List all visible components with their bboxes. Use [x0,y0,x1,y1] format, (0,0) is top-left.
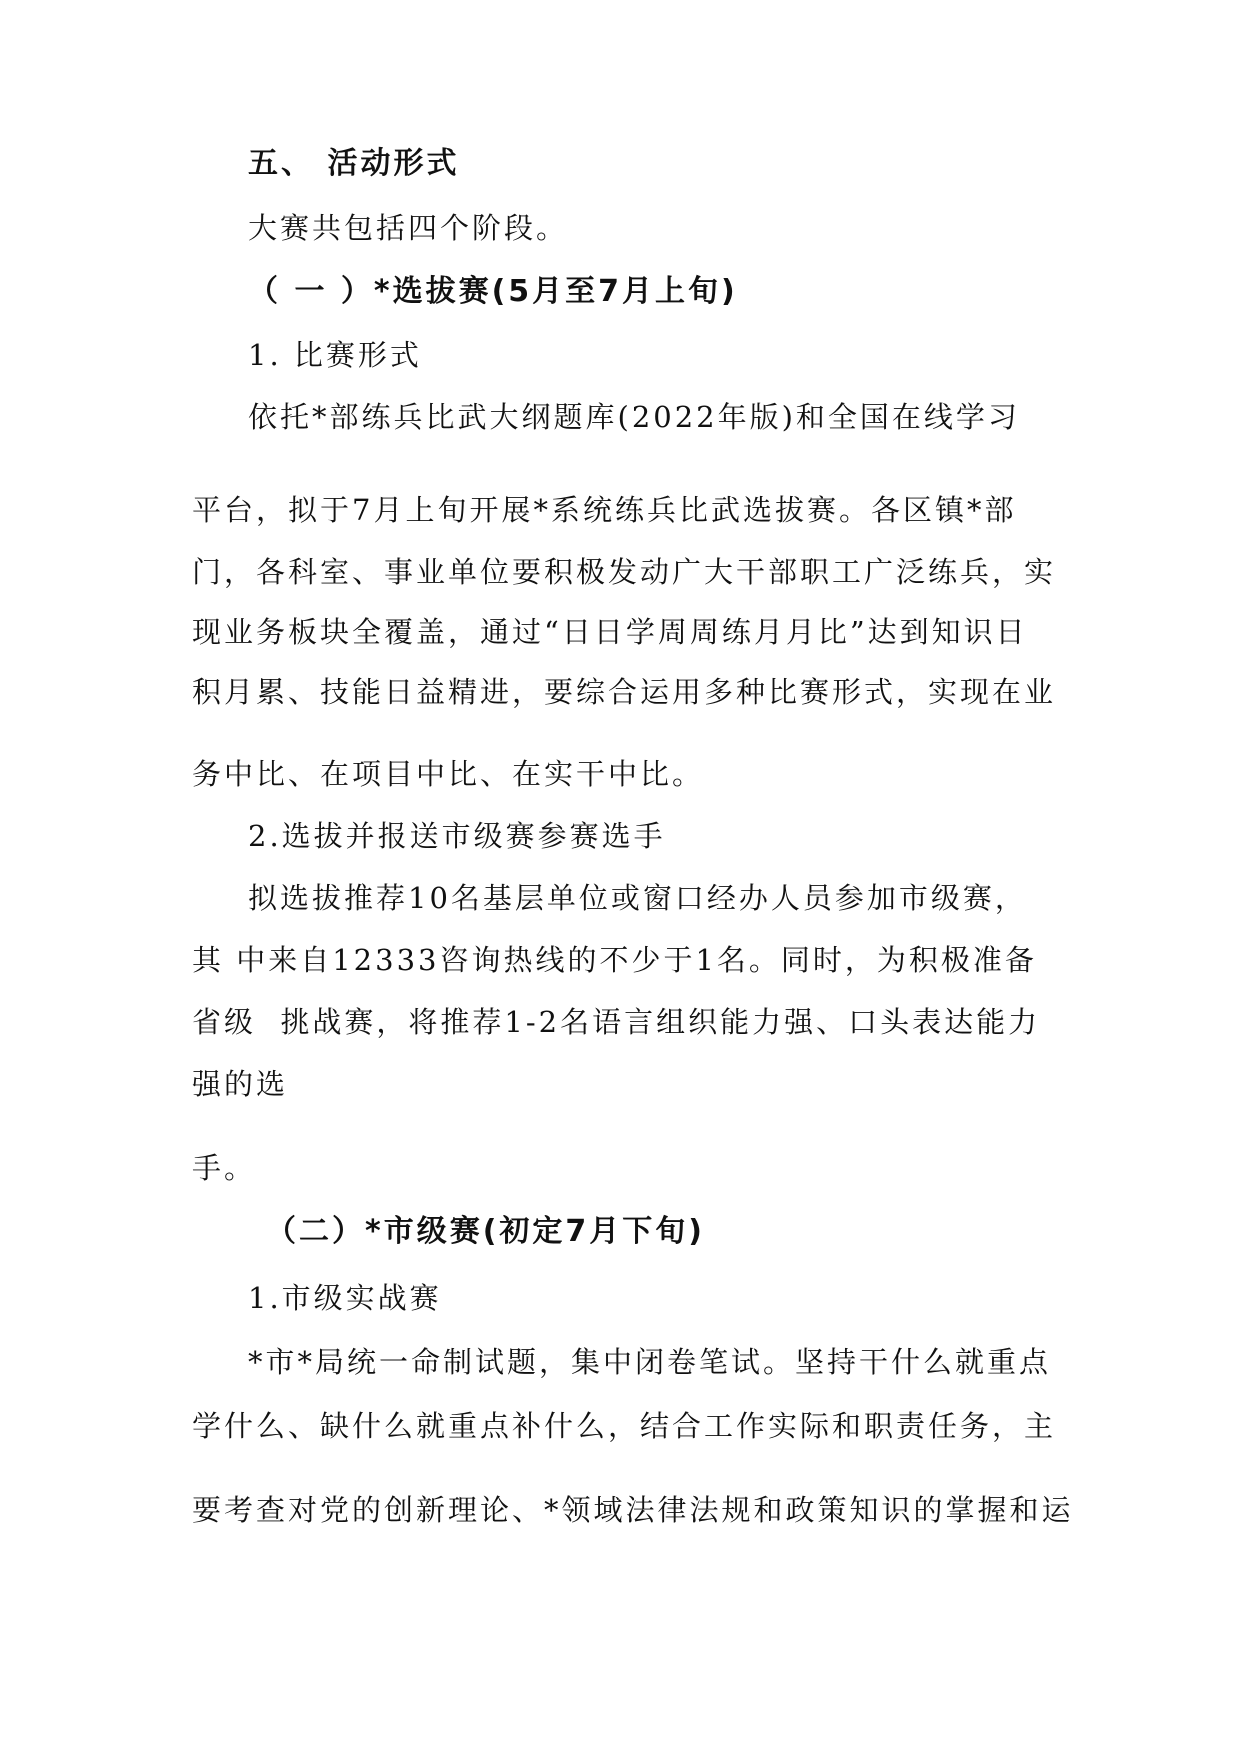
stage2-para1-line: 学什么、缺什么就重点补什么，结合工作实际和职责任务，主 [192,1409,1057,1443]
stage1-para1-line: 依托*部练兵比武大纲题库(2022年版)和全国在线学习 [248,400,1020,434]
stage2-para1-line: 要考查对党的创新理论、*领域法律法规和政策知识的掌握和运 [192,1493,1074,1527]
stage1-item2-title: 2.选拔并报送市级赛参赛选手 [248,819,666,853]
stage1-para2-line: 手。 [192,1151,257,1185]
stage2-item1-title: 1.市级实战赛 [248,1281,442,1315]
stage1-para2-line: 其 中来自12333咨询热线的不少于1名。同时，为积极准备 [192,943,1037,977]
section-title: 五、 活动形式 [248,146,460,181]
stage2-para1-line: *市*局统一命制试题，集中闭卷笔试。坚持干什么就重点 [248,1345,1052,1379]
intro-text: 大赛共包括四个阶段。 [248,211,569,245]
stage1-para2-line: 拟选拔推荐10名基层单位或窗口经办人员参加市级赛， [248,881,1027,915]
stage1-para2-line: 省级 挑战赛，将推荐1-2名语言组织能力强、口头表达能力 [192,1005,1041,1039]
stage2-title: （二）*市级赛(初定7月下旬) [266,1214,705,1249]
stage1-para1-line: 现业务板块全覆盖，通过“日日学周周练月月比”达到知识日 [192,615,1028,649]
stage1-para1-line: 积月累、技能日益精进，要综合运用多种比赛形式，实现在业 [192,675,1057,709]
stage1-para1-line: 平台，拟于7月上旬开展*系统练兵比武选拔赛。各区镇*部 [192,493,1017,527]
stage1-title: （ 一 ）*选拔赛(5月至7月上旬) [248,274,738,309]
stage1-para2-line: 强的选 [192,1067,289,1101]
stage1-item1-title: 1. 比赛形式 [248,338,422,372]
stage1-para1-line: 务中比、在项目中比、在实干中比。 [192,757,705,791]
stage1-para1-line: 门，各科室、事业单位要积极发动广大干部职工广泛练兵，实 [192,555,1057,589]
